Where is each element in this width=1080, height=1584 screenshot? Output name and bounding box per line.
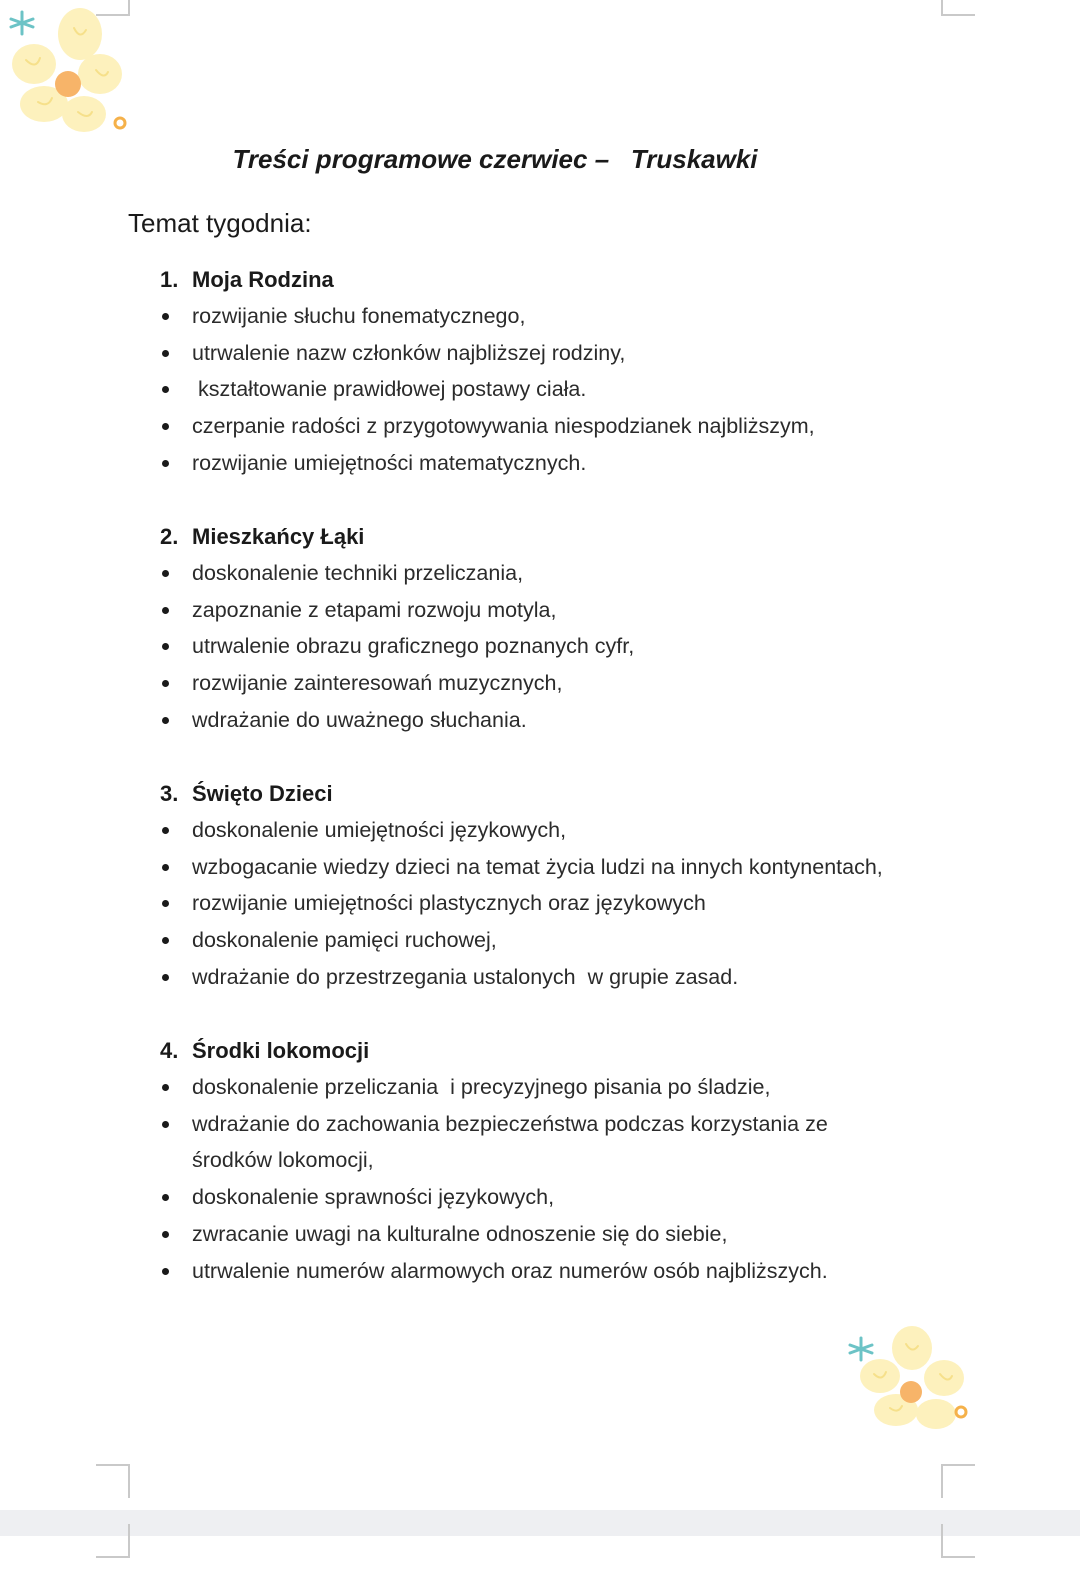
list-item: wzbogacanie wiedzy dzieci na temat życia ludzi na innych kontynentach, <box>160 849 960 886</box>
document-title: Treści programowe czerwiec – Truskawki <box>232 144 758 174</box>
list-item: utrwalenie nazw członków najbliższej rodziny, <box>160 335 960 372</box>
crop-mark-top-right <box>941 0 975 16</box>
flower-decoration-bottom-right <box>840 1322 980 1432</box>
bullet-list <box>160 555 960 739</box>
section-title: Moja Rodzina <box>192 267 334 292</box>
section-mieszkancy-laki <box>160 518 960 739</box>
section-title: Mieszkańcy Łąki <box>192 524 365 549</box>
section-heading <box>160 775 960 812</box>
list-item: doskonalenie pamięci ruchowej, <box>160 922 960 959</box>
list-item: wdrażanie do zachowania bezpieczeństwa podczas korzystania ze środków lokomocji, <box>160 1106 880 1179</box>
section-moja-rodzina <box>160 261 960 482</box>
dot-icon <box>956 1407 966 1417</box>
list-item: utrwalenie obrazu graficznego poznanych cyfr, <box>160 628 960 665</box>
section-heading <box>160 1032 880 1069</box>
bullet-list <box>160 812 960 996</box>
list-item: wdrażanie do przestrzegania ustalonych w grupie zasad. <box>160 959 960 996</box>
dot-icon <box>115 118 125 128</box>
flower-center <box>55 71 81 97</box>
list-item: czerpanie radości z przygotowywania niespodzianek najbliższym, <box>160 408 960 445</box>
page-separator <box>0 1510 1080 1536</box>
flower-center <box>900 1381 922 1403</box>
section-number: 1. <box>160 267 179 292</box>
section-heading <box>160 518 960 555</box>
section-number: 4. <box>160 1038 179 1063</box>
list-item: rozwijanie umiejętności matematycznych. <box>160 445 960 482</box>
list-item: doskonalenie przeliczania i precyzyjnego pisania po śladzie, <box>160 1069 880 1106</box>
list-item: doskonalenie sprawności językowych, <box>160 1179 880 1216</box>
list-item: wdrażanie do uważnego słuchania. <box>160 702 960 739</box>
crop-mark-top-left <box>96 1524 130 1558</box>
section-heading <box>160 261 960 298</box>
list-item: kształtowanie prawidłowej postawy ciała. <box>160 371 960 408</box>
bullet-list <box>160 1069 880 1289</box>
section-swieto-dzieci <box>160 775 960 996</box>
crop-mark-bottom-right <box>941 1464 975 1498</box>
section-srodki-lokomocji <box>160 1032 880 1289</box>
list-item: rozwijanie słuchu fonematycznego, <box>160 298 960 335</box>
section-number: 3. <box>160 781 179 806</box>
week-topic-label: Temat tygodnia: <box>128 208 312 238</box>
list-item: utrwalenie numerów alarmowych oraz numerów osób najbliższych. <box>160 1253 880 1290</box>
list-item: zwracanie uwagi na kulturalne odnoszenie się do siebie, <box>160 1216 880 1253</box>
list-item: rozwijanie zainteresowań muzycznych, <box>160 665 960 702</box>
section-title: Środki lokomocji <box>192 1038 370 1063</box>
flower-decoration-top-left <box>0 0 140 140</box>
section-number: 2. <box>160 524 179 549</box>
list-item: doskonalenie umiejętności językowych, <box>160 812 960 849</box>
crop-mark-top-right <box>941 1524 975 1558</box>
list-item: doskonalenie techniki przeliczania, <box>160 555 960 592</box>
section-title: Święto Dzieci <box>192 781 333 806</box>
next-page <box>0 1536 1080 1584</box>
star-icon <box>11 12 33 34</box>
crop-mark-bottom-left <box>96 1464 130 1498</box>
list-item: rozwijanie umiejętności plastycznych oraz językowych <box>160 885 960 922</box>
flower-petals <box>860 1326 964 1429</box>
bullet-list <box>160 298 960 482</box>
list-item: zapoznanie z etapami rozwoju motyla, <box>160 592 960 629</box>
star-icon <box>850 1338 872 1360</box>
